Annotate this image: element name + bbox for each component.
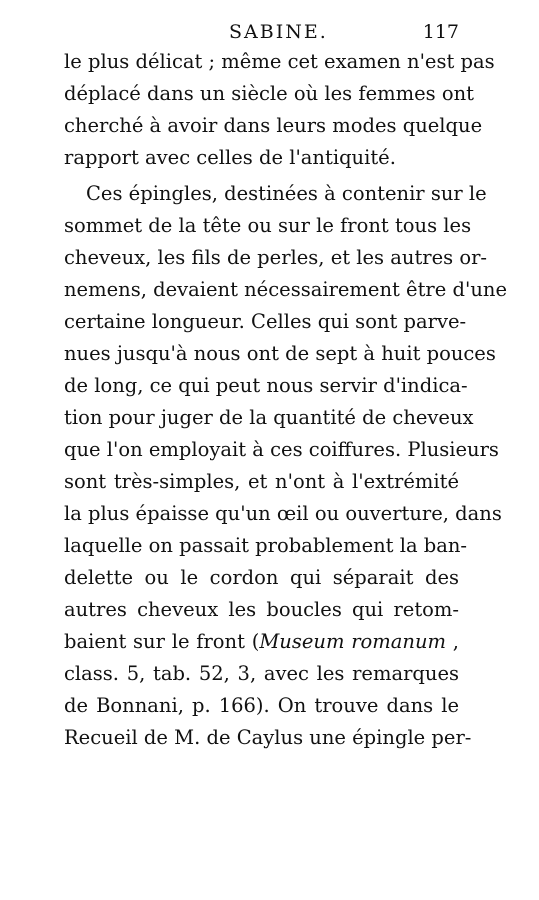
text-line-with-citation bbox=[64, 626, 459, 658]
text-line: tion pour juger de la quantité de cheveux bbox=[64, 406, 474, 429]
text-line: la plus épaisse qu'un œil ou ouverture, dans bbox=[64, 502, 502, 525]
text-line: Recueil de M. de Caylus une épingle per- bbox=[64, 726, 472, 749]
text-line: delette ou le cordon qui séparait des bbox=[64, 566, 459, 589]
text-line: le plus délicat ; même cet examen n'est pas bbox=[64, 50, 495, 73]
text-line: de long, ce qui peut nous servir d'indica- bbox=[64, 374, 468, 397]
text-line: rapport avec celles de l'antiquité. bbox=[64, 146, 396, 169]
body-text bbox=[64, 46, 507, 754]
text-line: de Bonnani, p. 166). On trouve dans le bbox=[64, 694, 459, 717]
running-title: SABINE. bbox=[229, 21, 328, 43]
text-line: autres cheveux les boucles qui retom- bbox=[64, 598, 459, 621]
text-line: sommet de la tête ou sur le front tous les bbox=[64, 214, 472, 237]
paragraph-1 bbox=[64, 46, 495, 174]
text-line: que l'on employait à ces coiffures. Plusieurs bbox=[64, 438, 499, 461]
text-line: sont très-simples, et n'ont à l'extrémité bbox=[64, 470, 459, 493]
text-line: nemens, devaient nécessairement être d'une bbox=[64, 278, 507, 301]
paragraph-2 bbox=[64, 178, 507, 754]
page-number: 117 bbox=[422, 21, 459, 43]
text-line: Ces épingles, destinées à contenir sur le bbox=[86, 182, 487, 205]
text-line: class. 5, tab. 52, 3, avec les remarques bbox=[64, 662, 459, 685]
italic-title: Museum romanum bbox=[259, 630, 447, 653]
text-line: certaine longueur. Celles qui sont parve- bbox=[64, 310, 467, 333]
text-line: nues jusqu'à nous ont de sept à huit pouces bbox=[64, 342, 496, 365]
text-line: laquelle on passait probablement la ban- bbox=[64, 534, 468, 557]
text-segment: baient sur le front ( bbox=[64, 630, 260, 653]
text-line: déplacé dans un siècle où les femmes ont bbox=[64, 82, 474, 105]
text-line: cheveux, les fils de perles, et les autres or- bbox=[64, 246, 488, 269]
text-line: cherché à avoir dans leurs modes quelque bbox=[64, 114, 483, 137]
running-head bbox=[64, 18, 459, 46]
text-segment: , bbox=[446, 630, 459, 653]
